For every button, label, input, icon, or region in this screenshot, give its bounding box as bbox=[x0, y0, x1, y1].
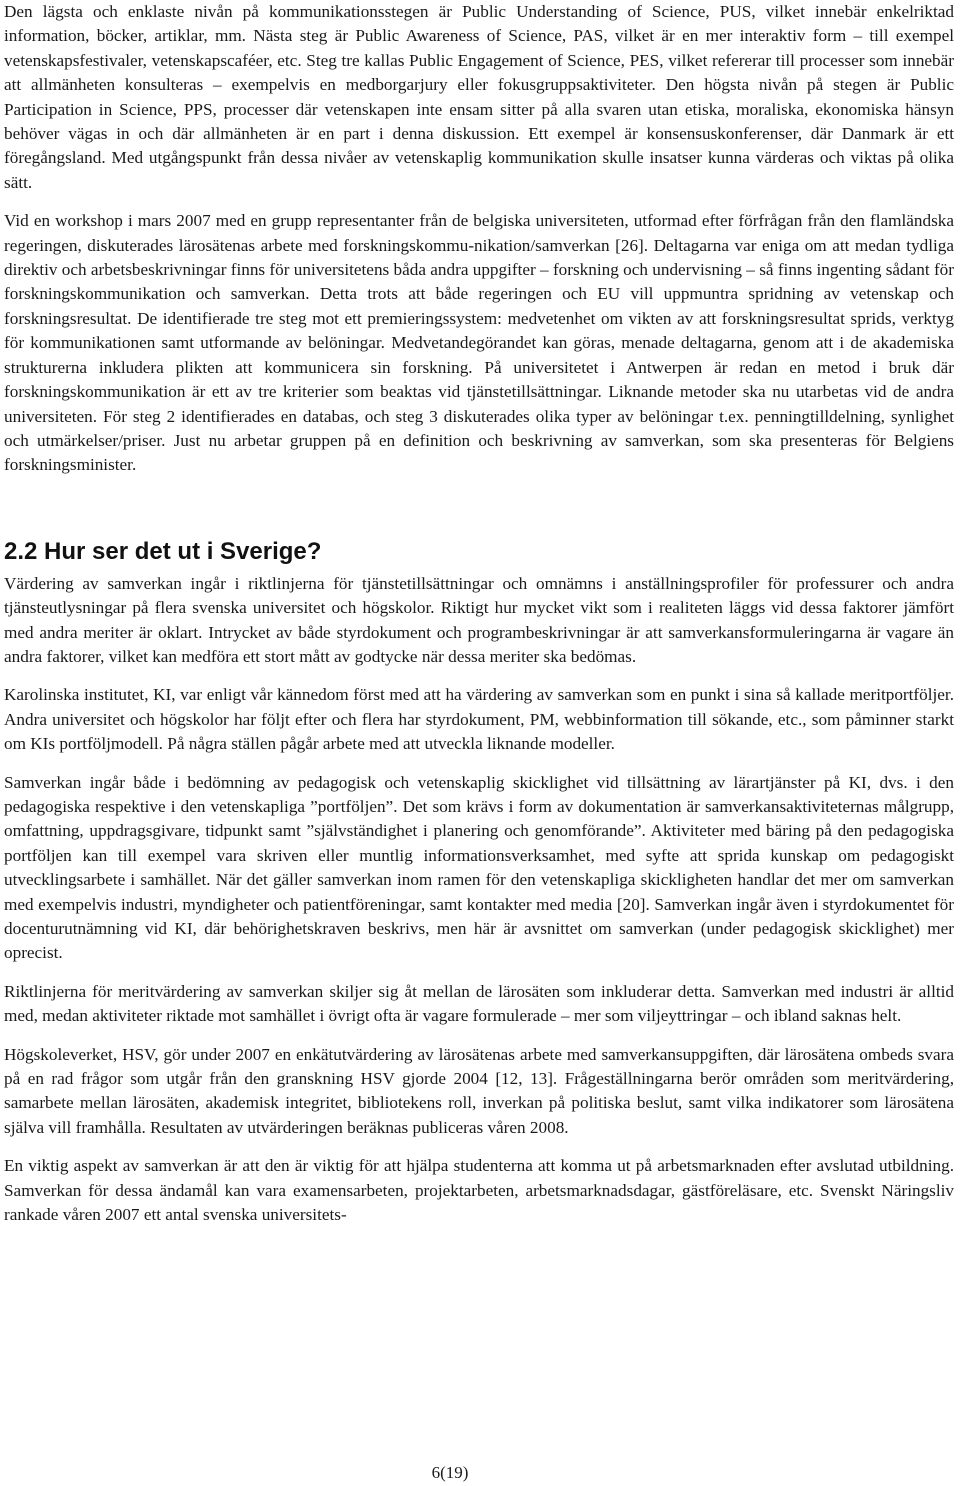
paragraph-communication-ladder: Den lägsta och enklaste nivån på kommunikationsstegen är Public Understanding of Science, PUS, vilket innebär enkelriktad information, böcker, artiklar, mm. Nästa steg är Public Awareness of Science, PAS, vilket är en mer interaktiv form – till exempel vetenskapsfestivaler, vetenskapscaféer, etc. Steg tre kallas Public Engagement of Science, PES, vilket refererar till processer som innebär att allmänheten konsulteras – exempelvis en medborgarjury eller fokusgruppsaktiviteter. Den högsta nivån på stegen är Public Participation in Science, PPS, processer där vetenskapen inte ensam sitter på alla svaren utan etiska, moraliska, ekonomiska hänsyn behöver vägas in och där allmänheten är en part i denna diskussion. Ett exempel är konsensuskonferenser, där Danmark är ett föregångsland. Med utgångspunkt från dessa nivåer av vetenskaplig kommunikation skulle insatser kunna värderas och viktas på olika sätt. bbox=[4, 2, 954, 192]
page-number: 6(19) bbox=[431, 1463, 469, 1482]
paragraph-student-employment: En viktig aspekt av samverkan är att den är viktig för att hjälpa studenterna att komma ut på arbetsmarknaden efter avslutad utbildning. Samverkan för dessa ändamål kan vara examensarbeten, projektarbeten, arbetsmarknadsdagar, gästföreläsare, etc. Svenskt Näringsliv rankade våren 2007 ett antal svenska universitets- bbox=[4, 1156, 954, 1225]
paragraph-karolinska-portfolio: Karolinska institutet, KI, var enligt vår kännedom först med att ha värdering av samverkan som en punkt i sina så kallade meritportföljer. Andra universitet och högskolor har följt efter och flera har styrdokument, PM, webbinformation till sökande, etc., som påminner starkt om KIs portföljmodell. På några ställen pågår arbete med att utveckla liknande modeller. bbox=[4, 685, 954, 754]
paragraph-belgian-workshop: Vid en workshop i mars 2007 med en grupp representanter från de belgiska universiteten, utformad efter förfrågan från den flamländska regeringen, diskuterades lärosätenas arbete med forskningskommu-nikation/samverkan [26]. Deltagarna var eniga om att medan tydliga direktiv och arbetsbeskrivningar finns för universitetens båda andra uppgifter – forskning och undervisning – så finns ingenting sådant för forskningskommunikation och samverkan. Detta trots att både regeringen och EU vill uppmuntra spridning av vetenskap och forskningsresultat. De identifierade tre steg mot ett premieringssystem: medvetenhet om vikten av att forskningsresultat sprids, verktyg för kommunikationen samt utformande av belöningar. Medvetandegörandet kan göras, menade deltagarna, genom att i de akademiska strukturerna inkludera plikten att kommunicera sin forskning. På universitetet i Antwerpen är redan en metod i bruk där forskningskommunikation är ett av tre kriterier som beaktas vid tjänstetillsättningar. Liknande metoder ska nu utarbetas vid de andra universiteten. För steg 2 identifierades en databas, och steg 3 diskuterades olika typer av belöningar t.ex. penningtilldelning, synlighet och utmärkelser/priser. Just nu arbetar gruppen på en definition och beskrivning av samverkan, som ska presenteras för Belgiens forskningsminister. bbox=[4, 211, 954, 475]
paragraph-valuation-guidelines: Värdering av samverkan ingår i riktlinjerna för tjänstetillsättningar och omnämns i anställningsprofiler för professurer och andra tjänsteutlysningar på flera svenska universitet och högskolor. Riktigt hur mycket vikt som i realiteten läggs vid dessa faktorer jämfört med andra meriter är oklart. Intrycket av både styrdokument och programbeskrivningar är att samverkansformuleringarna är vagare än andra faktorer, vilket kan medföra ett stort mått av godtycke när dessa meriter ska bedömas. bbox=[4, 573, 954, 666]
document-page bbox=[4, 0, 954, 1241]
paragraph-merit-guidelines: Riktlinjerna för meritvärdering av samverkan skiljer sig åt mellan de lärosäten som inkluderar detta. Samverkan med industri är alltid med, medan aktiviteter riktade mot samhället i övrigt ofta är vagare formulerade – mer som viljeyttringar – och ibland saknas helt. bbox=[4, 981, 954, 1026]
paragraph-hsv-evaluation: Högskoleverket, HSV, gör under 2007 en enkätutvärdering av lärosätenas arbete med samverkansuppgiften, där lärosätena ombeds svara på en rad frågor som utgår från den granskning HSV gjorde 2004 [12, 13]. Frågeställningarna berör områden som meritvärdering, samarbete mellan lärosäten, akademisk integritet, bibliotekens roll, inverkan på politiska beslut, samt vilka indikatorer som lärosätena själva vill framhålla. Resultaten av utvärderingen beräknas publiceras våren 2008. bbox=[4, 1044, 954, 1137]
section-heading: 2.2 Hur ser det ut i Sverige? bbox=[4, 537, 322, 565]
paragraph-ki-teaching-research: Samverkan ingår både i bedömning av pedagogisk och vetenskaplig skicklighet vid tillsättning av lärartjänster på KI, dvs. i den pedagogiska respektive i den vetenskapliga ”portföljen”. Det som krävs i form av dokumentation är samverkansaktiviteternas målgrupp, omfattning, uppdragsgivare, tidpunkt samt ”självständighet i planering och genomförande”. Aktiviteter med bäring på den pedagogiska portföljen kan till exempel vara skriven eller muntlig informationsverksamhet, med syfte att sprida kunskap om pedagogiskt utvecklingsarbete i samhället. När det gäller samverkan inom ramen för den vetenskapliga skickligheten handlar det mer om samverkan med exempelvis industri, myndigheter och patientföreningar, samt kontakter med media [20]. Samverkan ingår även i styrdokumentet för docenturutnämning vid KI, där behörighetskraven beskrivs, men här är avsnittet om samverkan (under pedagogisk skicklighet) mer oprecist. bbox=[4, 772, 954, 963]
